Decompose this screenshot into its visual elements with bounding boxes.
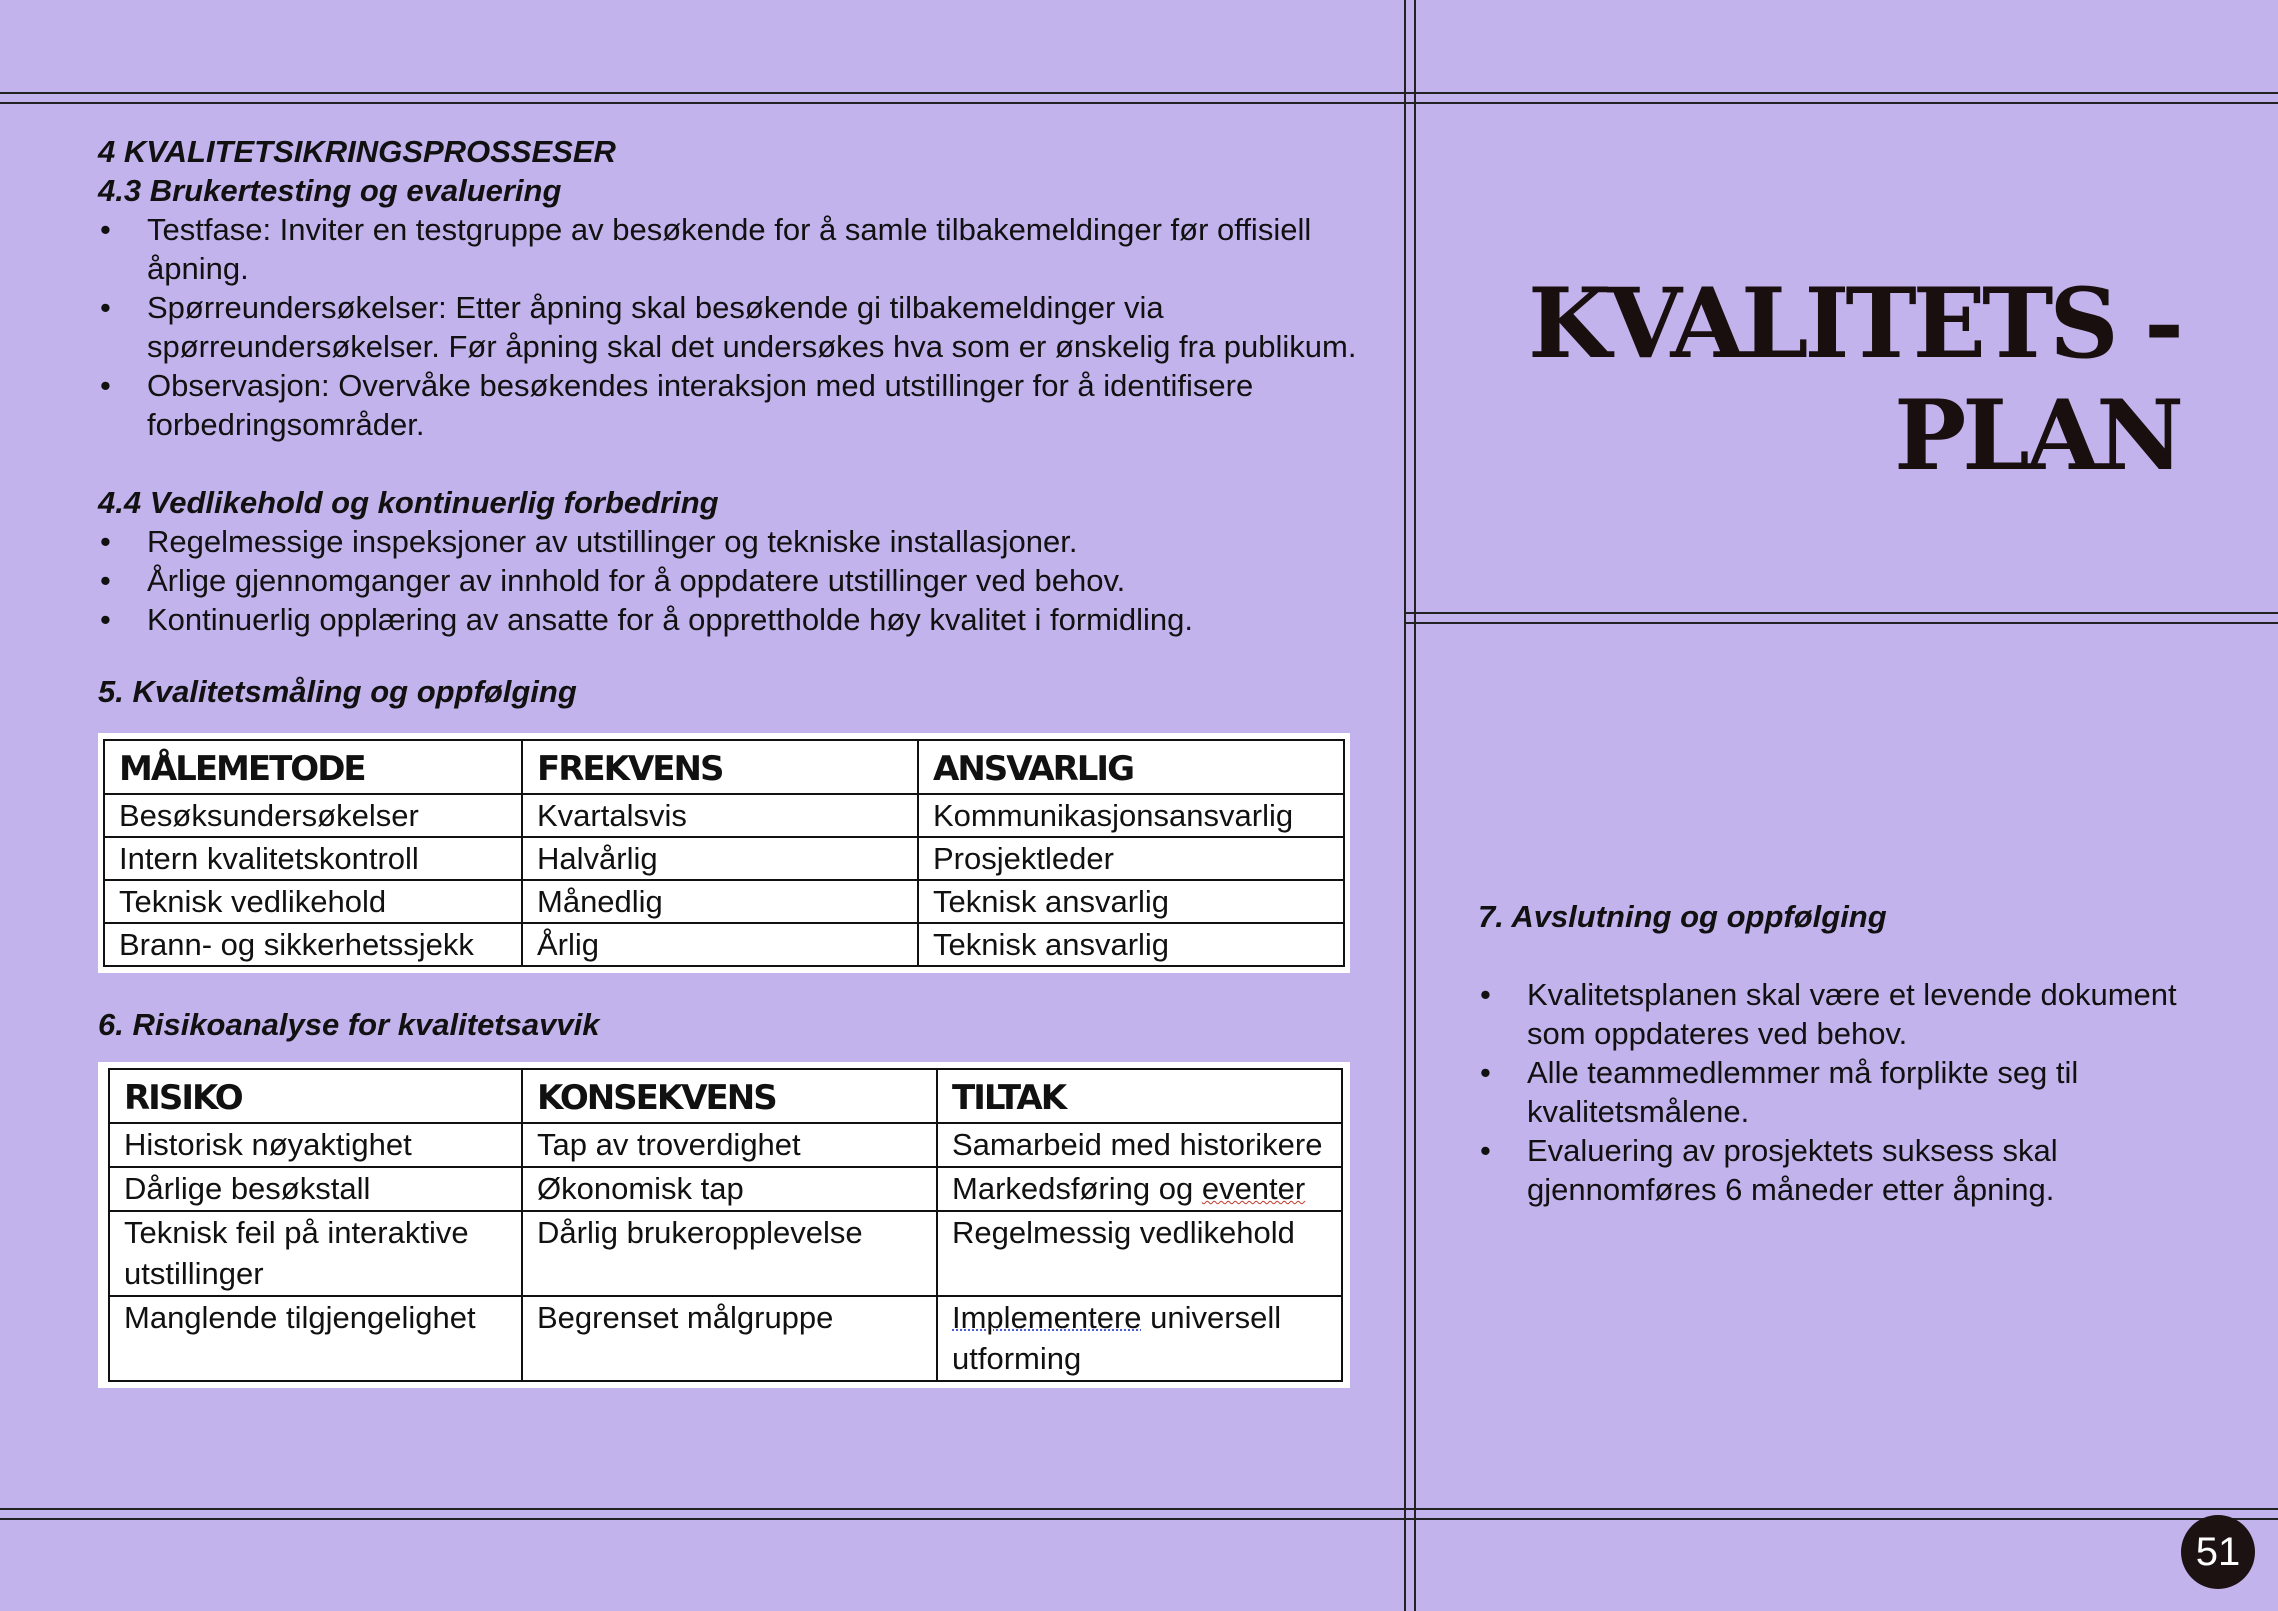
table-cell: Historisk nøyaktighet [109, 1123, 522, 1167]
table-header: KONSEKVENS [522, 1069, 937, 1123]
table-cell [937, 1296, 1342, 1381]
table-row [109, 1296, 1342, 1381]
table-row [109, 1211, 1342, 1296]
table-row [109, 1167, 1342, 1211]
table-header: MÅLEMETODE [104, 740, 522, 794]
left-content [98, 132, 1358, 1388]
frame-line-vertical-2 [1414, 0, 1416, 1611]
table-header: ANSVARLIG [918, 740, 1344, 794]
page-title-line-1: KVALITETS - [1528, 267, 2180, 380]
page-title [1528, 268, 2180, 492]
table-cell: Teknisk ansvarlig [918, 923, 1344, 966]
list-item: • Observasjon: Overvåke besøkendes interaksjon med utstillinger for å identifisere forbedringsområder. [98, 366, 1358, 444]
table-cell: Teknisk ansvarlig [918, 880, 1344, 923]
list-item: • Kontinuerlig opplæring av ansatte for å opprettholde høy kvalitet i formidling. [98, 600, 1358, 639]
table-cell: Intern kvalitetskontroll [104, 837, 522, 880]
table-cell-text: universell utforming [952, 1300, 1282, 1376]
table-header-row [104, 740, 1344, 794]
section-7-list [1478, 975, 2178, 1209]
frame-line-right-mid-1 [1404, 612, 2278, 614]
list-item: • Årlige gjennomganger av innhold for å oppdatere utstillinger ved behov. [98, 561, 1358, 600]
section-5-title: 5. Kvalitetsmåling og oppfølging [98, 674, 577, 709]
table-row [104, 837, 1344, 880]
table-header: TILTAK [937, 1069, 1342, 1123]
section-4-4-title: 4.4 Vedlikehold og kontinuerlig forbedring [98, 485, 719, 520]
table-row [104, 794, 1344, 837]
list-item: • Alle teammedlemmer må forplikte seg til kvalitetsmålene. [1478, 1053, 2178, 1131]
risk-table [108, 1068, 1343, 1382]
section-4-3-title: 4.3 Brukertesting og evaluering [98, 173, 562, 208]
frame-line-bottom-1 [0, 1508, 2278, 1510]
table-header: RISIKO [109, 1069, 522, 1123]
table-cell-text: Markedsføring og [952, 1171, 1202, 1206]
page-title-line-2: PLAN [1894, 379, 2180, 492]
table-cell: Manglende tilgjengelighet [109, 1296, 522, 1381]
frame-line-vertical-1 [1404, 0, 1406, 1611]
table-header: FREKVENS [522, 740, 918, 794]
section-4-4-list [98, 522, 1358, 639]
list-item: • Regelmessige inspeksjoner av utstillinger og tekniske installasjoner. [98, 522, 1358, 561]
grammar-underlined-word: Implementere [952, 1300, 1142, 1335]
list-item: • Evaluering av prosjektets suksess skal gjennomføres 6 måneder etter åpning. [1478, 1131, 2178, 1209]
table-cell [937, 1167, 1342, 1211]
frame-line-top-2 [0, 102, 2278, 104]
list-item: • Testfase: Inviter en testgruppe av besøkende for å samle tilbakemeldinger før offisiell åpning. [98, 210, 1358, 288]
table-cell: Dårlige besøkstall [109, 1167, 522, 1211]
table-cell: Teknisk vedlikehold [104, 880, 522, 923]
table-cell: Dårlig brukeropplevelse [522, 1211, 937, 1296]
measurement-table [103, 739, 1345, 967]
table-cell: Halvårlig [522, 837, 918, 880]
section-4-3-list [98, 210, 1358, 444]
list-item: • Spørreundersøkelser: Etter åpning skal besøkende gi tilbakemeldinger via spørreundersøkelser. Før åpning skal det undersøkes hva som er ønskelig fra publikum. [98, 288, 1358, 366]
measurement-table-wrapper [98, 733, 1350, 973]
frame-line-bottom-2 [0, 1518, 2278, 1520]
section-6-title: 6. Risikoanalyse for kvalitetsavvik [98, 1007, 600, 1042]
frame-line-top-1 [0, 92, 2278, 94]
risk-table-wrapper [98, 1062, 1350, 1388]
table-row [104, 880, 1344, 923]
frame-line-right-mid-2 [1404, 622, 2278, 624]
table-cell: Teknisk feil på interaktive utstillinger [109, 1211, 522, 1296]
table-cell: Kvartalsvis [522, 794, 918, 837]
table-cell: Samarbeid med historikere [937, 1123, 1342, 1167]
table-cell: Besøksundersøkelser [104, 794, 522, 837]
table-row [104, 923, 1344, 966]
list-item: • Kvalitetsplanen skal være et levende dokument som oppdateres ved behov. [1478, 975, 2178, 1053]
table-cell: Økonomisk tap [522, 1167, 937, 1211]
table-cell: Årlig [522, 923, 918, 966]
section-4-title: 4 KVALITETSIKRINGSPROSSESER [98, 134, 616, 169]
table-cell: Kommunikasjonsansvarlig [918, 794, 1344, 837]
section-7-title: 7. Avslutning og oppfølging [1478, 899, 1887, 934]
spellcheck-underlined-word: eventer [1201, 1171, 1306, 1206]
table-cell: Prosjektleder [918, 837, 1344, 880]
table-cell: Tap av troverdighet [522, 1123, 937, 1167]
table-cell: Månedlig [522, 880, 918, 923]
table-cell: Regelmessig vedlikehold [937, 1211, 1342, 1296]
table-row [109, 1123, 1342, 1167]
page-number-badge: 51 [2181, 1515, 2255, 1589]
right-content [1478, 897, 2178, 1209]
table-cell: Brann- og sikkerhetssjekk [104, 923, 522, 966]
table-header-row [109, 1069, 1342, 1123]
table-cell: Begrenset målgruppe [522, 1296, 937, 1381]
